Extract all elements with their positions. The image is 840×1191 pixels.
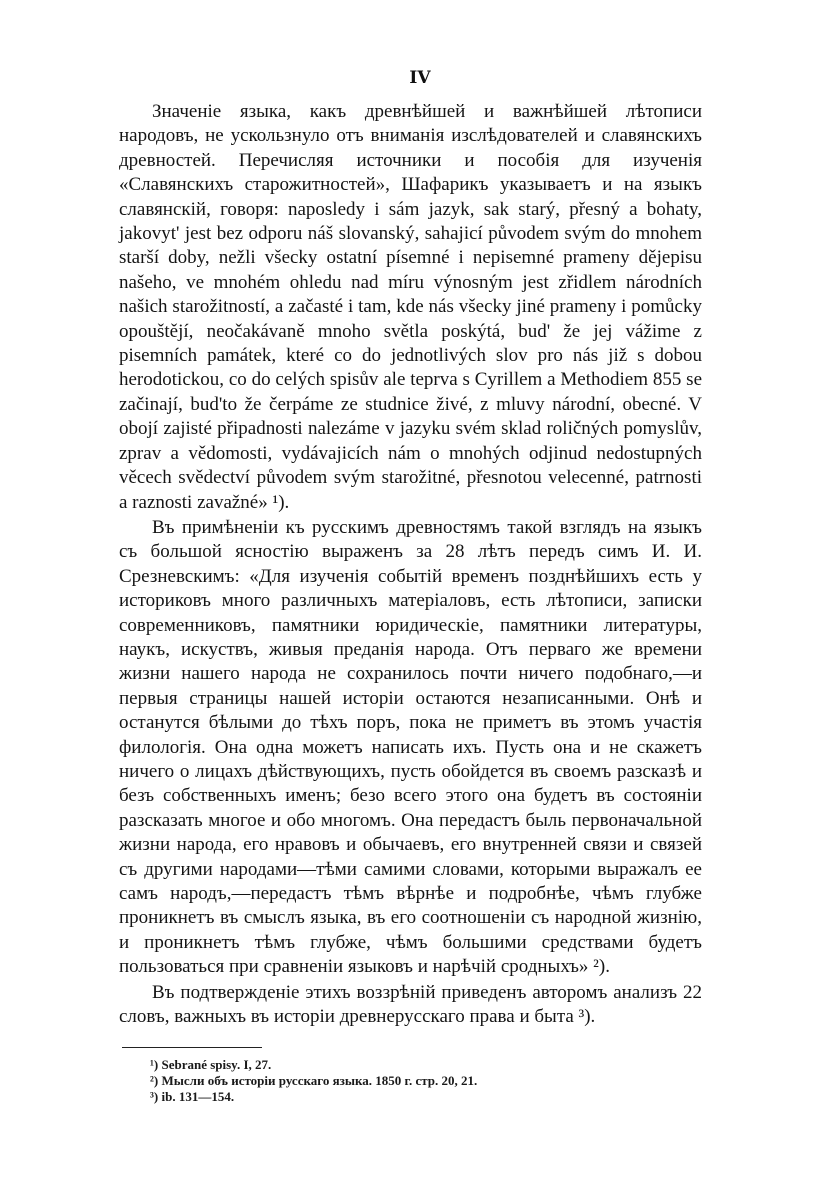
- footnotes: [150, 1057, 670, 1105]
- footnote-separator: [122, 1047, 262, 1048]
- footnote-2: ²) Мысли объ исторіи русскаго языка. 1850 г. стр. 20, 21.: [150, 1073, 478, 1088]
- page-number: IV: [409, 68, 431, 88]
- footnote-3: ³) ib. 131—154.: [150, 1089, 235, 1104]
- paragraph-3: Въ подтвержденіе этихъ воззрѣній приведенъ авторомъ анализъ 22 словъ, важныхъ въ исторіи древнерусскаго права и быта ³).: [119, 981, 702, 1028]
- paragraph-2: Въ примѣненіи къ русскимъ древностямъ такой взглядъ на языкъ съ большой ясностію выраженъ за 28 лѣтъ передъ симъ И. И. Срезневскимъ: «Для изученія событій временъ позднѣйшихъ есть у историковъ много различныхъ матеріаловъ, есть лѣтописи, записки современниковъ, памятники юридическіе, памятники литературы, наукъ, искуствъ, живыя преданія народа. Отъ перваго же времени жизни нашего народа не сохранилось почти ничего подобнаго,—и первыя страницы нашей исторіи остаются незаписанными. Онѣ и останутся бѣлыми до тѣхъ поръ, пока не приметъ въ этомъ участія филологія. Она одна можетъ написать ихъ. Пусть она и не скажетъ ничего о лицахъ дѣйствующихъ, пусть обойдется въ своемъ разсказѣ и безъ собственныхъ именъ; безо всего этого она будетъ въ состояніи разсказать многое и обо многомъ. Она передастъ быль первоначальной жизни народа, его нравовъ и обычаевъ, его внутренней связи и связей съ другими народами—тѣми самими словами, которыми выражалъ ее самъ народъ,—передастъ тѣмъ вѣрнѣе и подробнѣе, чѣмъ глубже проникнетъ въ смыслъ языка, въ его соотношеніи съ народной жизнію, и проникнетъ тѣмъ глубже, чѣмъ большими средствами будетъ пользоваться при сравненіи языковъ и нарѣчій сродныхъ» ²).: [119, 516, 702, 978]
- footnote-1: ¹) Sebrané spisy. I, 27.: [150, 1057, 272, 1072]
- paragraph-1: Значеніе языка, какъ древнѣйшей и важнѣйшей лѣтописи народовъ, не ускользнуло отъ вниманія изслѣдователей и славянскихъ древностей. Перечисляя источники и пособія для изученія «Славянскихъ старожитностей», Шафарикъ указываетъ и на языкъ славянскій, говоря: naposledy i sám jazyk, sak starý, přesný a bohaty, jakovyt' jest bez odporu náš slovanský, sahajicí původem svým do mnohem starší doby, nežli všecky ostatní písemné i nepisemné prameny dějepisu našeho, ve mnohém ohledu nad míru výnosným jest zřidlem národních našich starožitností, a začasté i tam, kde nás všecky jiné prameny i pomůcky opouštějí, neočakávaně mnoho světla poskýtá, bud' že jej vážime z pisemních památek, které co do jednotlivých slov pro nás již s dobou herodotickou, co do celých spisův ale teprva s Cyrillem a Methodiem 855 se začinají, bud'to že čerpáme ze studnice živé, z mluvy národní, obecné. V obojí zajisté připadnosti nalezáme v jazyku svém sklad roličných pomyslův, zprav a vědomosti, vydávajicích nám o mnohých odjinud nedostupných věcech svědectví původem svým starožitné, přesnotou velecenné, patrnosti a raznosti zavažné» ¹).: [119, 101, 702, 513]
- body-text: [119, 100, 702, 1029]
